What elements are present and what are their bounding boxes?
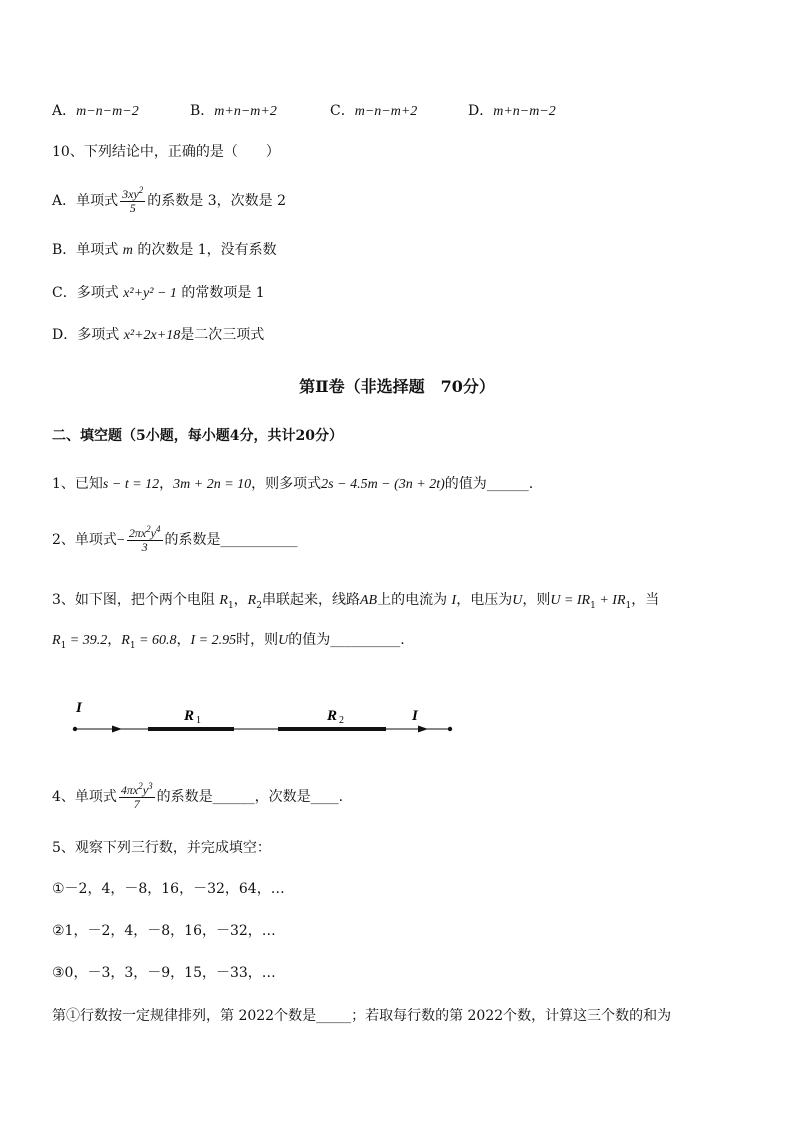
resistor-r1 [148, 727, 234, 731]
fill-q5-row2: ②1，－2，4，－8，16，－32，… [52, 923, 276, 939]
q4-fraction: $\frac{4\pi x^2y^3}{7}$ [120, 780, 153, 811]
fill-q5-stem: 5、观察下列三行数，并完成填空： [52, 840, 271, 856]
circuit-label-r1-sub: 1 [196, 715, 201, 726]
fill-q3-line1: 3、如下图，把个两个电阻 $R_1$，$R_2$串联起来，线路AB上的电流为 I，电压为U，则$U = IR_1 + IR_1$，当 [52, 592, 660, 611]
q10-a-fraction: $\frac{3xy^2}{5}$ [122, 184, 144, 215]
circuit-label-r1: R [184, 708, 195, 724]
arrow-icon [418, 726, 428, 733]
part2-title: 第Ⅱ卷（非选择题 70分） [299, 377, 495, 396]
q2-fraction: $\frac{2\pi x^2y^4}{3}$ [128, 523, 161, 554]
q9-option-d[interactable]: D．m+n−m−2 [468, 103, 556, 119]
circuit-label-i-left: I [76, 700, 82, 716]
circuit-label-r2: R [327, 708, 338, 724]
circuit-label-r2-sub: 2 [339, 715, 344, 726]
circuit-node-right [448, 727, 452, 731]
resistor-r2 [278, 727, 386, 731]
section2-heading: 二、填空题（5小题，每小题4分，共计20分） [52, 428, 343, 444]
fill-q1: 1、已知s − t = 12，3m + 2n = 10，则多项式2s − 4.5m − (3n + 2t)的值为______. [52, 476, 534, 492]
q10-stem: 10、下列结论中，正确的是（ ） [52, 144, 280, 160]
arrow-icon [112, 726, 122, 733]
q10-option-a[interactable]: A．单项式 $\frac{3xy^2}{5}$ 的系数是 3，次数是 2 [52, 184, 286, 215]
q10-option-b[interactable]: B．单项式 m 的次数是 1，没有系数 [52, 242, 277, 258]
q9-option-a[interactable]: A．m−n−m−2 [52, 103, 139, 119]
q10-option-d[interactable]: D．多项式 x²+2x+18是二次三项式 [52, 327, 265, 343]
circuit-diagram [60, 690, 480, 750]
q10-option-c[interactable]: C．多项式 x²+y² − 1 的常数项是 1 [52, 285, 265, 301]
fill-q5-row3: ③0，－3，3，－9，15，－33，… [52, 965, 276, 981]
fill-q2: 2、单项式− $\frac{2\pi x^2y^4}{3}$ 的系数是___________ [52, 523, 298, 554]
fill-q3-line2: $R_1 = 39.2$，$R_1 = 60.8$，I = 2.95时，则U的值为__________. [52, 632, 405, 651]
fill-q5-last: 第①行数按一定规律排列，第 2022个数是_____；若取每行数的第 2022个数，计算这三个数的和为 [52, 1008, 672, 1024]
fill-q5-row1: ①－2，4，－8，16，－32，64，… [52, 881, 285, 897]
fill-q4: 4、单项式 $\frac{4\pi x^2y^3}{7}$ 的系数是______，次数是____. [52, 780, 344, 811]
q9-option-c[interactable]: C．m−n−m+2 [330, 103, 418, 119]
circuit-label-i-right: I [412, 708, 418, 724]
q9-option-b[interactable]: B．m+n−m+2 [190, 103, 277, 119]
